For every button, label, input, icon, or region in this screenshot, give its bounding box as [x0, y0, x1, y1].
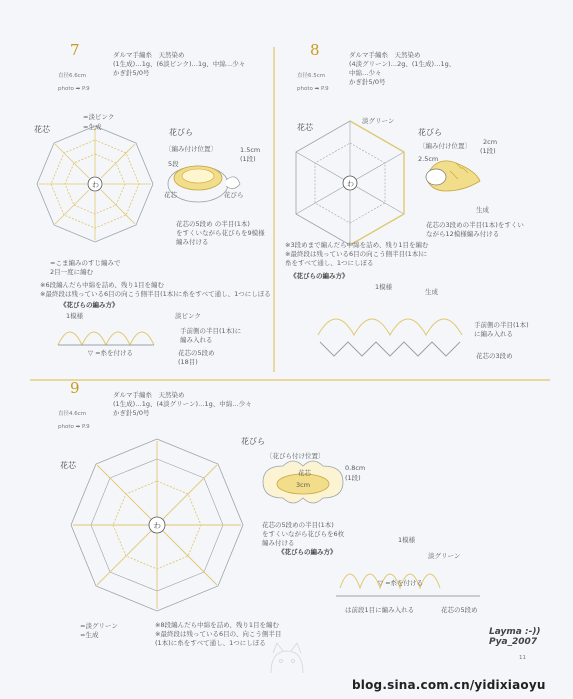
p7-size: 直径6.6cm — [58, 73, 87, 79]
p7-five-rows: 5段 — [168, 160, 179, 168]
p8-size: 直径6.5cm — [297, 73, 326, 79]
p8-yarn-text: ダルマ手編糸 天然染め (4淡グリーン)…2g、(1生成)…1g、 中綿…少々 かぎ針5/0号 — [349, 51, 456, 86]
p8-petal-chart — [318, 319, 462, 356]
p7-chart-cut: ▽ =糸を付ける — [88, 349, 134, 357]
p7-yarn-text: ダルマ手編糸 天然染め (1生成)…1g、(6淡ピンク)…1g、中綿…少々 かぎ針5/0号 — [113, 51, 246, 77]
svg-text:わ: わ — [153, 521, 161, 530]
p8-dim-2-5: 2.5cm — [418, 155, 439, 163]
p9-chart-core5: 花芯の5段め — [441, 606, 478, 614]
p7-legend-pink: =淡ピンク — [83, 113, 115, 121]
p8-notes: ※3段めまで編んだら中綿を詰め、残り1目を編む ※最終段は残っている6目の向こう側半目(1本)に 糸をすべて通し、1つにしぼる — [285, 241, 429, 267]
p7-number: 7 — [70, 41, 80, 59]
p8-chart-back: 手前側の半目(1本) に編み入れる — [474, 321, 529, 338]
p8-chart-title: 《花びらの編み方》 — [290, 272, 349, 280]
p9-petal-note: 花芯の5段めの半目(1本) をすくいながら花びらを6枚 編み付ける — [262, 521, 345, 547]
p8-petal-label: 花びら — [418, 128, 442, 137]
p7-petal-chart — [58, 332, 154, 345]
p9-chart-green: 淡グリーン — [428, 552, 461, 560]
p7-chart-one-pattern: 1模様 — [66, 312, 84, 320]
p9-chart-one-pattern: 1模様 — [398, 536, 416, 544]
p8-white-label: 生成 — [476, 206, 489, 214]
p7-stitch-note: =こま編みのすじ編みで 2目一度に編む — [50, 259, 121, 276]
p8-photo-ref: photo ➡ P.9 — [297, 86, 329, 92]
p8-green-label: 淡グリーン — [362, 117, 395, 125]
p9-dim-row: (1段) — [345, 474, 361, 482]
p8-chart-core3: 花芯の3段め — [476, 352, 513, 360]
p9-core-tag: 花芯 — [298, 469, 311, 477]
p7-petal-position: 〔編み付け位置〕 — [165, 145, 217, 153]
p9-size: 直径4.6cm — [58, 411, 87, 417]
p7-core-tag: 花芯 — [164, 191, 177, 199]
p7-petal-note: 花芯の5段め の半目(1本) をすくいながら花びらを9模様 編み付ける — [176, 220, 265, 246]
p7-chart-title: 《花びらの編み方》 — [60, 301, 119, 309]
page-number: 11 — [519, 655, 526, 661]
p8-petal-flower — [426, 161, 480, 191]
p7-chart-pink: 淡ピンク — [175, 312, 201, 320]
p9-yarn-text: ダルマ手編糸 天然染め (1生成)…1g、(4淡グリーン)…1g、中綿…少々 かぎ針5/0号 — [113, 391, 252, 417]
p9-photo-ref: photo ➡ P.9 — [58, 424, 90, 430]
p7-petal-label: 花びら — [169, 128, 193, 137]
p7-chart-back: 手前側の半目(1本)に 編み入れる — [180, 327, 242, 344]
p7-legend-white: =生成 — [83, 123, 102, 131]
p9-petal-label: 花びら — [241, 437, 265, 446]
p8-center-label: 花芯 — [297, 123, 313, 132]
p9-dim-3cm: 3cm — [296, 481, 311, 489]
blog-watermark: blog.sina.com.cn/yidixiaoyu — [352, 678, 546, 692]
p9-center-label: 花芯 — [60, 461, 76, 470]
p8-chart-white: 生成 — [425, 288, 438, 296]
p7-center-label: 花芯 — [34, 125, 50, 134]
p9-legend-green: =淡グリーン — [80, 622, 118, 630]
signature: Layma :-)) Pya_2007 — [489, 627, 541, 647]
p9-chart-cut: ▽ =糸を付ける — [378, 579, 424, 587]
p8-petal-note: 花芯の3段めの半目(1本)をすくい ながら12模様編み付ける — [426, 221, 524, 238]
p8-dim-2cm: 2cm — [483, 138, 498, 146]
p7-dim-1-5: 1.5cm — [240, 146, 261, 154]
p9-legend-white: =生成 — [80, 631, 99, 639]
p8-petal-position: 〔編み付け位置〕 — [419, 142, 471, 150]
p7-dim-row: (1段) — [240, 155, 256, 163]
p9-chart-title: 《花びらの編み方》 — [278, 548, 337, 556]
p8-number: 8 — [310, 41, 320, 59]
svg-text:わ: わ — [92, 181, 99, 189]
p7-photo-ref: photo ➡ P.9 — [58, 86, 90, 92]
p9-dim-0-8: 0.8cm — [345, 464, 366, 472]
p8-center-chart — [296, 121, 404, 245]
p7-petal-tag: 花びら — [224, 191, 244, 199]
p9-petal-position: 〔花びら付け位置〕 — [266, 452, 325, 460]
svg-text:わ: わ — [347, 180, 354, 188]
p8-dim-row: (1段) — [480, 147, 496, 155]
p9-number: 9 — [70, 379, 80, 397]
p9-chart-front: は前段1目に編み入れる — [345, 606, 415, 614]
p8-chart-one-pattern: 1模様 — [375, 283, 393, 291]
p9-notes: ※8段編んだら中綿を詰め、残り1目を編む ※最終段は残っている6目の、向こう側半目 (1本)に糸をすべて通し、1つにしぼる — [155, 621, 282, 647]
p7-chart-core5: 花芯の5段め (18目) — [178, 349, 215, 366]
p7-notes: ※6段編んだら中綿を詰め、残り1目を編む ※最終段は残っている6目の向こう側半目(1本)に糸をすべて通し、1つにしぼる — [40, 281, 271, 298]
p9-center-chart — [71, 439, 243, 611]
p7-center-chart — [37, 126, 153, 242]
